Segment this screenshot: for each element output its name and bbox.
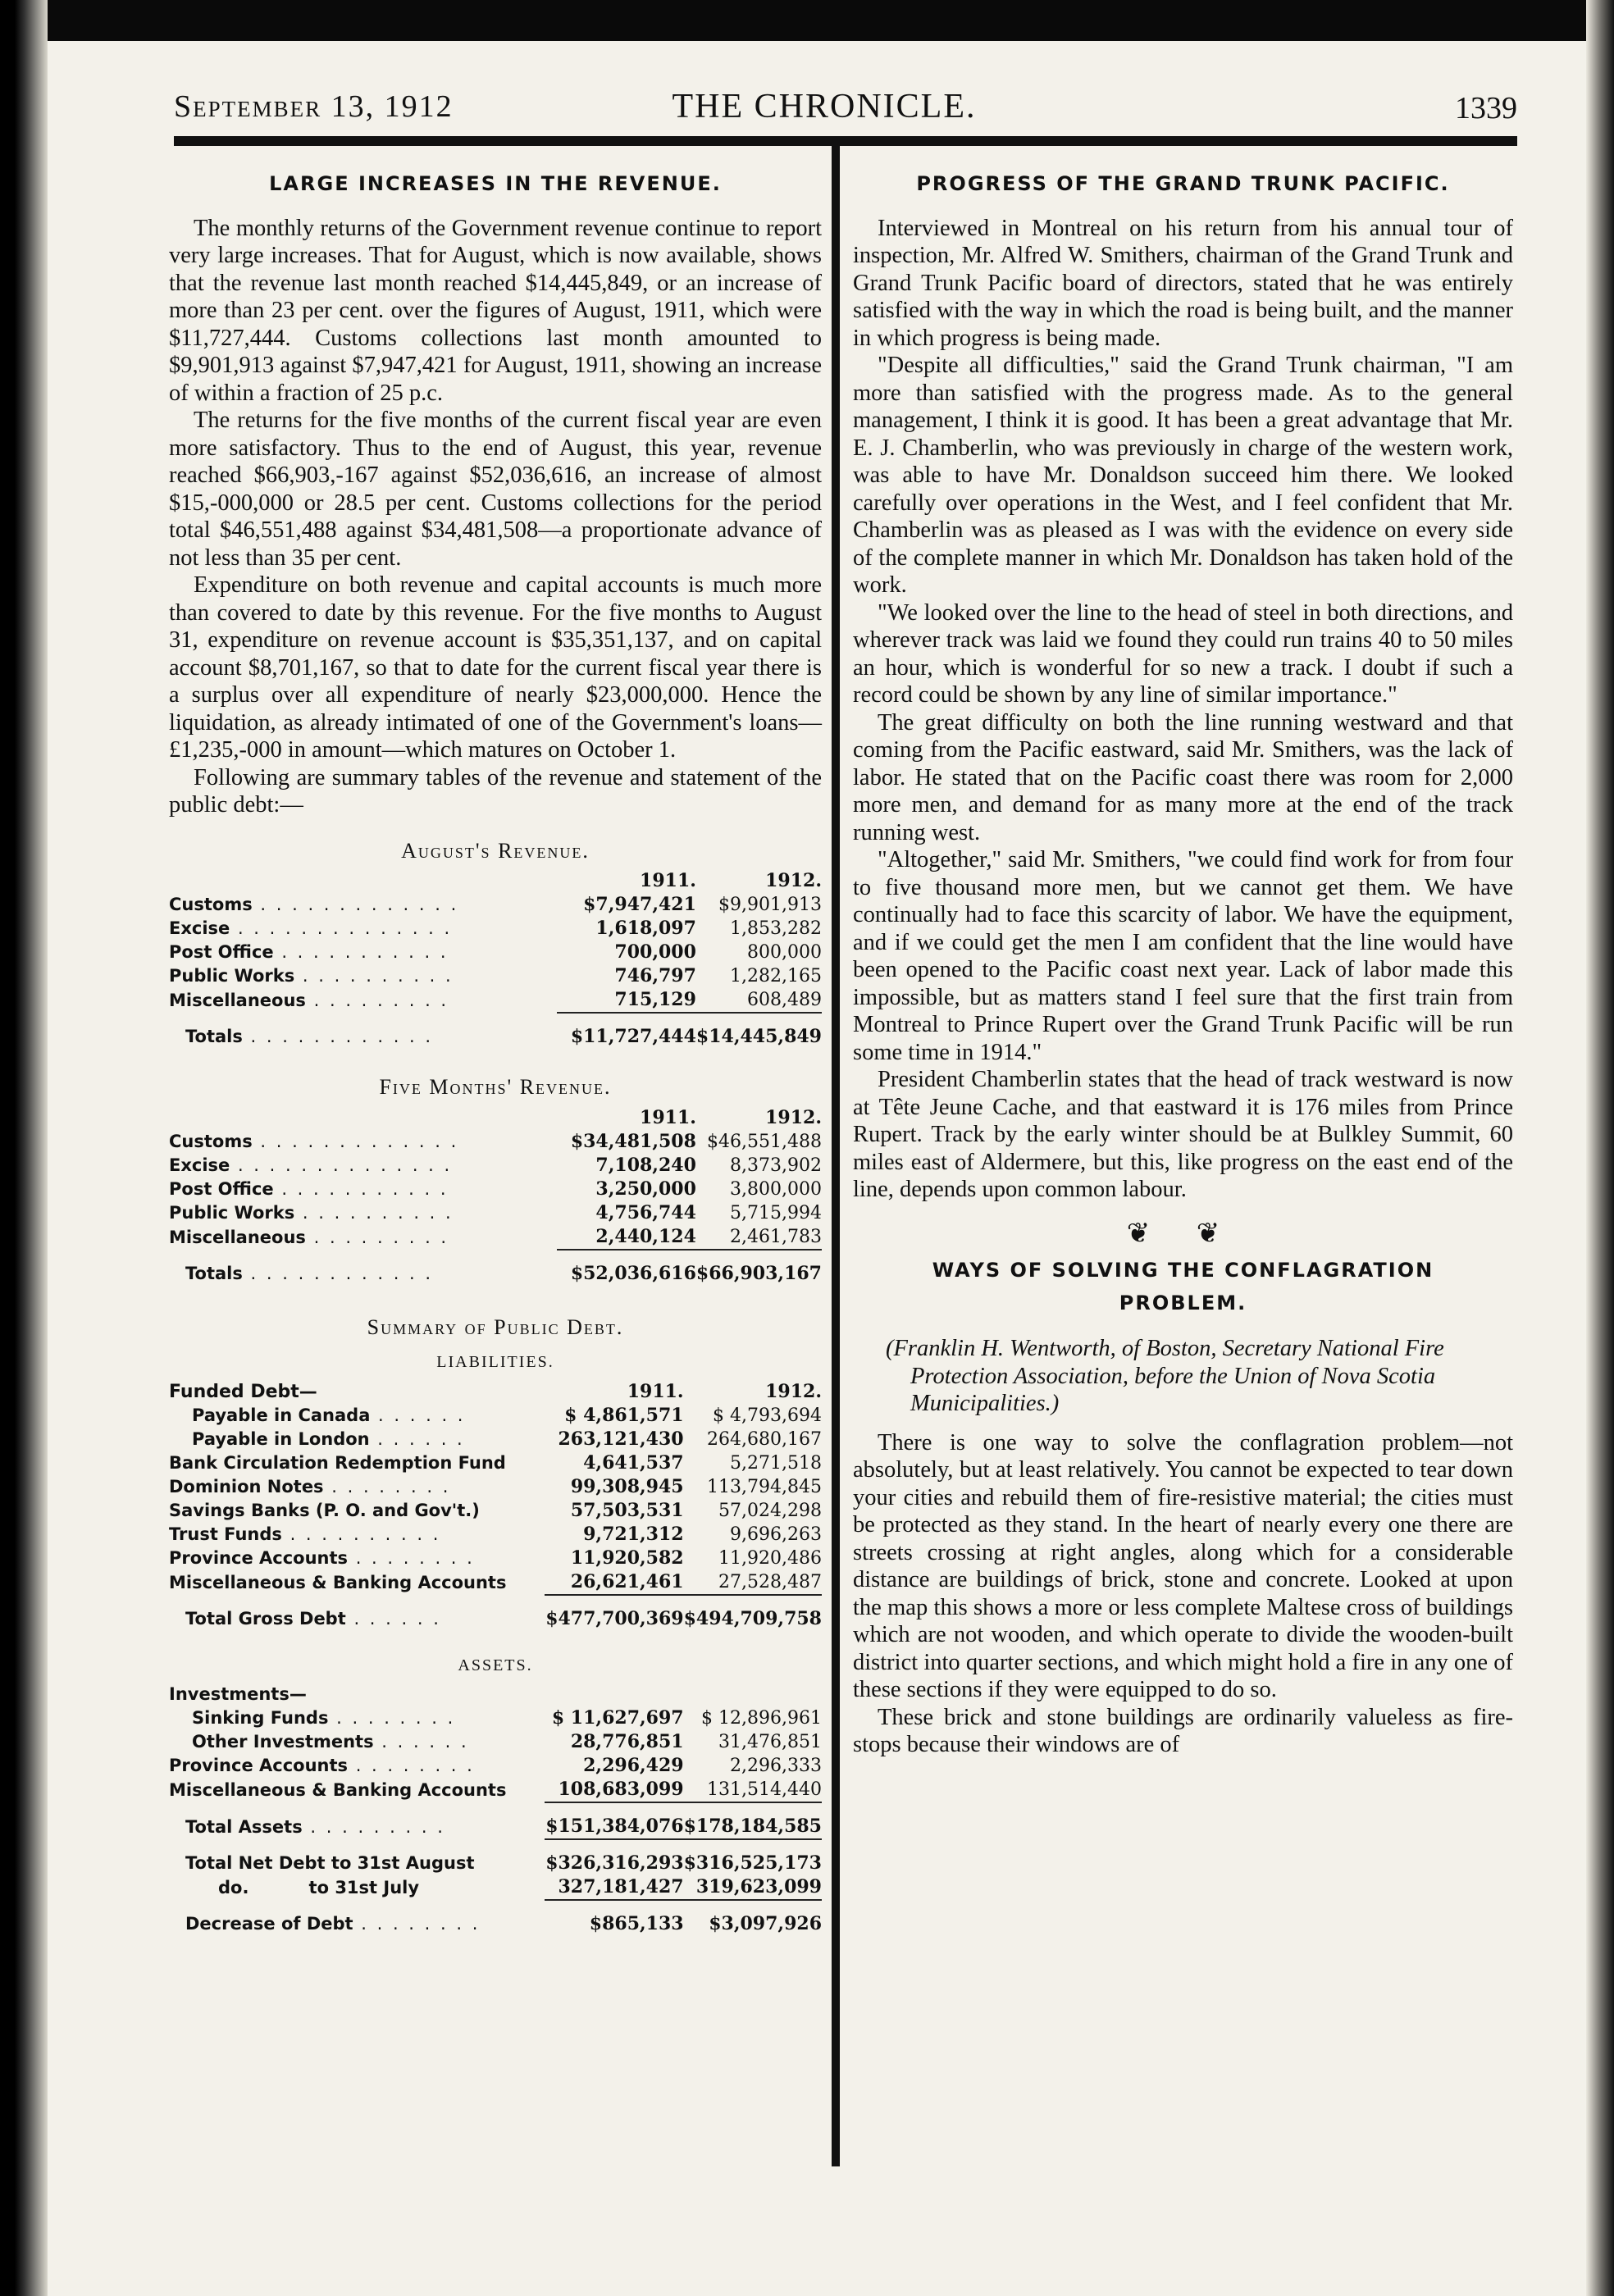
- row-label: Province Accounts: [169, 1756, 349, 1775]
- cell: 319,623,099: [695, 1876, 822, 1897]
- paragraph: The monthly returns of the Government revenue continue to report very large increases. That for August, which is now available, shows that the revenue last month reached $14,445,849, or an increase of more than 23 per cent. over the figures of August, 1911, which were $11,727,444. Customs collections last month amounted to $9,901,913 against $7,947,421 for August, 1911, showing an increase of within a fraction of 25 p.c.: [169, 215, 822, 406]
- cell: 11,920,486: [718, 1547, 822, 1569]
- cell: 108,683,099: [558, 1779, 684, 1800]
- august-revenue-table: [169, 869, 822, 1049]
- table-row: Payable in Canada . . . . . . $ 4,861,571 $ 4,793,694: [192, 1404, 822, 1426]
- table-title-august: August's Revenue.: [401, 838, 590, 863]
- table-total-row: Totals . . . . . . . . . . . . $11,727,444 $14,445,849: [169, 1013, 822, 1049]
- assets-table: [169, 1683, 822, 1936]
- col-head: 1912.: [765, 1380, 822, 1402]
- row-label: Province Accounts: [169, 1547, 349, 1568]
- col-head: 1911.: [640, 870, 696, 891]
- table-total-row: Total Gross Debt . . . . . . $477,700,369 $494,709,758: [169, 1595, 822, 1631]
- column-rule: [832, 141, 840, 2166]
- table-row: Miscellaneous . . . . . . . . . 715,129 608,489: [169, 988, 822, 1013]
- table-row: Customs . . . . . . . . . . . . . $7,947,421 $9,901,913: [169, 894, 822, 915]
- cell: 746,797: [614, 965, 696, 986]
- cell: 5,271,518: [730, 1452, 822, 1474]
- right-column: [853, 171, 1513, 1759]
- row-label: Post Office: [169, 1178, 274, 1199]
- row-label: Miscellaneous & Banking Accounts: [169, 1572, 507, 1592]
- cell: 31,476,851: [718, 1732, 822, 1752]
- table-row: [169, 1570, 822, 1595]
- row-label: Other Investments: [192, 1732, 374, 1752]
- row-label: Sinking Funds: [192, 1708, 329, 1728]
- table-row: [169, 1451, 822, 1475]
- cell: 715,129: [614, 989, 696, 1010]
- col-head: 1912.: [765, 1106, 822, 1128]
- cell: $494,709,758: [684, 1595, 822, 1631]
- cell: 2,296,429: [583, 1755, 684, 1776]
- cell: 9,721,312: [583, 1523, 684, 1545]
- cell: $151,384,076: [545, 1802, 684, 1839]
- table-row: Payable in London . . . . . . 263,121,430 264,680,167: [192, 1428, 822, 1450]
- cell: 131,514,440: [707, 1779, 822, 1800]
- table-row: Post Office . . . . . . . . . . . 700,000 800,000: [169, 941, 822, 963]
- row-label: Miscellaneous: [169, 991, 306, 1010]
- left-column: [169, 171, 822, 1936]
- table-row: [169, 1875, 822, 1900]
- cell: $52,036,616: [557, 1250, 696, 1286]
- cell: 7,108,240: [595, 1154, 696, 1176]
- row-label: Funded Debt—: [169, 1381, 317, 1402]
- table-row: Trust Funds . . . . . . . . . . 9,721,312 9,696,263: [169, 1523, 822, 1545]
- cell: 8,373,902: [730, 1155, 822, 1176]
- row-label: Public Works: [169, 1202, 295, 1223]
- byline-text: (Franklin H. Wentworth, of Boston, Secretary National Fire Protection Association, before the Union of Nova Scotia Municipalities.): [886, 1336, 1444, 1416]
- row-label: Total Gross Debt: [185, 1608, 346, 1629]
- cell: 113,794,845: [707, 1476, 822, 1497]
- page-number: 1339: [1455, 91, 1517, 125]
- page-edge-right: [1586, 0, 1614, 2296]
- cell: 4,641,537: [583, 1451, 684, 1474]
- table-row: [169, 1499, 822, 1523]
- row-label: Totals: [185, 1263, 243, 1283]
- paragraph: President Chamberlin states that the head of track westward is now at Tête Jeune Cache, and that eastward it is 176 miles from Prince Rupert. Track by the early winter should be at Bulkley Summit, 60 miles east of Aldermere, but this, like progress on the east end of the line, depends upon common labour.: [853, 1067, 1513, 1202]
- cell: $ 4,861,571: [564, 1404, 684, 1426]
- paragraph: "We looked over the line to the head of steel in both directions, and wherever track was laid we found they could run trains 40 to 50 miles an hour, which is wonderful for so new a track. I doubt if such a record could be shown by any line of similar importance.": [853, 599, 1513, 708]
- table-row: [169, 1778, 822, 1802]
- paragraph: The great difficulty on both the line running westward and that coming from the Pacific eastward, said Mr. Smithers, was the lack of labor. He stated that on the Pacific coast there was room for 2,000 more men, and demand for as many more at the end of the track running west.: [853, 709, 1513, 845]
- article-heading-grand-trunk: PROGRESS OF THE GRAND TRUNK PACIFIC.: [916, 172, 1450, 195]
- paragraph: The returns for the five months of the current fiscal year are even more satisfactory. Thus to the end of August, this year, revenue reached $66,903,-167 against $52,036,616, an increase of almost $15,-000,000 or 28.5 per cent. Customs collections for the period total $46,551,488 against $34,481,508—a proportionate advance of not less than 35 per cent.: [169, 408, 822, 571]
- cell: 1,282,165: [730, 966, 822, 986]
- cell: 608,489: [747, 990, 822, 1010]
- paragraph: Interviewed in Montreal on his return from his annual tour of inspection, Mr. Alfred W. Smithers, chairman of the Grand Trunk and Grand Trunk Pacific board of directors, stated that he was entirely satisfied with the way in which the road is being built, and the manner in which progress is being made.: [853, 215, 1513, 351]
- cell: $865,133: [545, 1900, 684, 1936]
- row-label: Public Works: [169, 966, 295, 986]
- cell: $477,700,369: [545, 1595, 684, 1631]
- table-row: Province Accounts . . . . . . . . 2,296,429 2,296,333: [169, 1755, 822, 1776]
- section-ornament: ❦ ❦: [1126, 1218, 1240, 1249]
- cell: 99,308,945: [570, 1475, 684, 1497]
- cell: $11,727,444: [557, 1013, 696, 1049]
- assets-title: ASSETS.: [458, 1656, 533, 1674]
- publication-title: THE CHRONICLE.: [672, 88, 977, 125]
- table-title-public-debt: Summary of Public Debt.: [367, 1314, 624, 1339]
- cell: 2,440,124: [595, 1225, 696, 1247]
- cell: 2,461,783: [730, 1226, 822, 1247]
- cell: 263,121,430: [558, 1428, 684, 1450]
- row-label: Savings Banks (P. O. and Gov't.): [169, 1500, 480, 1520]
- article-byline: [853, 1335, 1513, 1418]
- article-heading-conflagration: WAYS OF SOLVING THE CONFLAGRATION: [932, 1259, 1434, 1282]
- page-edge-left: [0, 0, 48, 2296]
- row-label: Customs: [169, 1131, 253, 1151]
- table-row: Public Works . . . . . . . . . . 4,756,744 5,715,994: [169, 1201, 822, 1223]
- cell: 28,776,851: [570, 1731, 684, 1752]
- cell: 5,715,994: [730, 1202, 822, 1223]
- cell: $7,947,421: [583, 894, 696, 915]
- row-label: Excise: [169, 1155, 230, 1175]
- cell: $178,184,585: [684, 1802, 822, 1839]
- col-head: 1911.: [627, 1380, 684, 1402]
- cell: $9,901,913: [718, 895, 822, 915]
- table-row: Miscellaneous . . . . . . . . . 2,440,124 2,461,783: [169, 1225, 822, 1250]
- cell: 3,800,000: [730, 1178, 822, 1200]
- table-total-row: [169, 1839, 822, 1875]
- table-row: Sinking Funds . . . . . . . . $ 11,627,697 $ 12,896,961: [192, 1707, 822, 1729]
- table-row: Excise . . . . . . . . . . . . . . 1,618,097 1,853,282: [169, 918, 822, 939]
- table-row: Province Accounts . . . . . . . . 11,920,582 11,920,486: [169, 1547, 822, 1569]
- cell: 11,920,582: [570, 1547, 684, 1569]
- paragraph: Following are summary tables of the revenue and statement of the public debt:—: [169, 764, 822, 818]
- cell: 3,250,000: [595, 1178, 696, 1200]
- issue-date: September 13, 1912: [174, 89, 454, 124]
- table-total-row: Decrease of Debt . . . . . . . . $865,133 $3,097,926: [169, 1900, 822, 1936]
- cell: 57,024,298: [718, 1500, 822, 1521]
- cell: 1,618,097: [595, 918, 696, 939]
- table-row: Customs . . . . . . . . . . . . . $34,481,508 $46,551,488: [169, 1130, 822, 1152]
- cell: $66,903,167: [696, 1250, 822, 1286]
- cell: 4,756,744: [595, 1201, 696, 1223]
- paragraph: There is one way to solve the conflagration problem—not absolutely, but at least relatively. You cannot be expected to tear down your cities and rebuild them of fire-resistive material; the cities must be protected as they stand. In the heart of nearly every one there are streets crossing at right angles, along which for a considerable distance are buildings of brick, stone and concrete. Looked at upon the map this shows a more or less complete Maltese cross of buildings which are not wooden, and which operate to divide the wooden-built district into quarter sections, and which might hold a fire in any one of these sections if they were equipped to do so.: [853, 1429, 1513, 1702]
- cell: $326,316,293: [545, 1839, 684, 1875]
- paragraph: Expenditure on both revenue and capital accounts is much more than covered to date by this revenue. For the five months to August 31, expenditure on revenue account is $35,351,137, and on capital account $8,701,167, so that to date for the current fiscal year there is a surplus over all expenditure of nearly $23,000,000. Hence the liquidation, as already intimated of one of the Government's loans—£1,235,-000 in amount—which matures on October 1.: [169, 572, 822, 763]
- row-label: Miscellaneous: [169, 1227, 306, 1247]
- row-label: Miscellaneous & Banking Accounts: [169, 1780, 507, 1800]
- row-label: Payable in Canada: [192, 1405, 371, 1425]
- liabilities-title: LIABILITIES.: [436, 1353, 554, 1371]
- table-row: Excise . . . . . . . . . . . . . . 7,108,240 8,373,902: [169, 1154, 822, 1176]
- five-months-revenue-table: [169, 1106, 822, 1286]
- col-head: 1912.: [765, 870, 822, 891]
- cell: 264,680,167: [707, 1428, 822, 1450]
- cell: 800,000: [747, 942, 822, 963]
- cell: $3,097,926: [684, 1900, 822, 1936]
- article-heading-conflagration-line2: PROBLEM.: [1119, 1291, 1247, 1314]
- cell: $316,525,173: [684, 1839, 822, 1875]
- row-label: Trust Funds: [169, 1524, 282, 1544]
- row-label: Post Office: [169, 942, 274, 962]
- paragraph: "Altogether," said Mr. Smithers, "we could find work for from four to five thousand more men, but we cannot get them. We have continually had to face this scarcity of labor. We have the equipment, and if we could get the men I am confident that the line would have been opened to the Pacific coast next year. Lack of labor made this impossible, but as matters stand I feel sure that the first train from Montreal to Prince Rupert over the Grand Trunk Pacific will be run some time in 1914.": [853, 847, 1513, 1065]
- table-row: Public Works . . . . . . . . . . 746,797 1,282,165: [169, 965, 822, 986]
- col-head: 1911.: [640, 1106, 696, 1128]
- cell: 700,000: [614, 941, 696, 963]
- cell: 327,181,427: [558, 1876, 684, 1897]
- table-row: Post Office . . . . . . . . . . . 3,250,000 3,800,000: [169, 1178, 822, 1200]
- table-row: Other Investments . . . . . . 28,776,851 31,476,851: [192, 1731, 822, 1752]
- cell: $ 11,627,697: [551, 1707, 684, 1729]
- row-label: Total Net Debt to 31st August: [185, 1853, 475, 1873]
- cell: 9,696,263: [730, 1524, 822, 1545]
- table-row: Dominion Notes . . . . . . . . 99,308,945 113,794,845: [169, 1475, 822, 1497]
- row-label: do. to 31st July: [218, 1878, 420, 1897]
- cell: $ 12,896,961: [701, 1708, 822, 1729]
- public-debt-table: [169, 1380, 822, 1631]
- cell: $14,445,849: [696, 1013, 822, 1049]
- cell: 26,621,461: [570, 1570, 684, 1592]
- article-heading-revenue: LARGE INCREASES IN THE REVENUE.: [269, 172, 722, 195]
- row-label: Excise: [169, 918, 230, 938]
- row-label: Dominion Notes: [169, 1476, 324, 1496]
- paragraph: These brick and stone buildings are ordinarily valueless as fire-stops because their windows are of: [853, 1704, 1513, 1757]
- cell: 1,853,282: [730, 918, 822, 939]
- row-label: Decrease of Debt: [185, 1914, 353, 1934]
- cell: 2,296,333: [730, 1756, 822, 1776]
- table-title-five-months: Five Months' Revenue.: [379, 1075, 612, 1099]
- cell: $34,481,508: [570, 1130, 696, 1152]
- cell: 57,503,531: [570, 1499, 684, 1521]
- table-total-row: Totals . . . . . . . . . . . . $52,036,616 $66,903,167: [169, 1250, 822, 1286]
- running-head: [131, 49, 1517, 125]
- row-label: Totals: [185, 1027, 243, 1046]
- table-total-row: Total Assets . . . . . . . . . $151,384,076 $178,184,585: [169, 1802, 822, 1839]
- cell: 27,528,487: [718, 1571, 822, 1592]
- cell: $ 4,793,694: [713, 1405, 822, 1426]
- row-label: Total Assets: [185, 1817, 303, 1837]
- cell: $46,551,488: [707, 1131, 822, 1152]
- header-rule: [174, 136, 1517, 146]
- row-label: Customs: [169, 895, 253, 914]
- row-label: Payable in London: [192, 1428, 370, 1449]
- row-label: Bank Circulation Redemption Fund: [169, 1452, 506, 1473]
- row-label: Investments—: [169, 1684, 307, 1704]
- paragraph: "Despite all difficulties," said the Grand Trunk chairman, "I am more than satisfied with the progress made. As to the general management, I think it is good. It has been a great advantage that Mr. E. J. Chamberlin, who was previously in charge of the western work, was able to have Mr. Donaldson succeed him there. We looked carefully over operations in the West, and I feel confident that Mr. Chamberlin was as pleased as I was with the evidence on every side of the complete manner in which Mr. Donaldson has taken hold of the work.: [853, 353, 1513, 598]
